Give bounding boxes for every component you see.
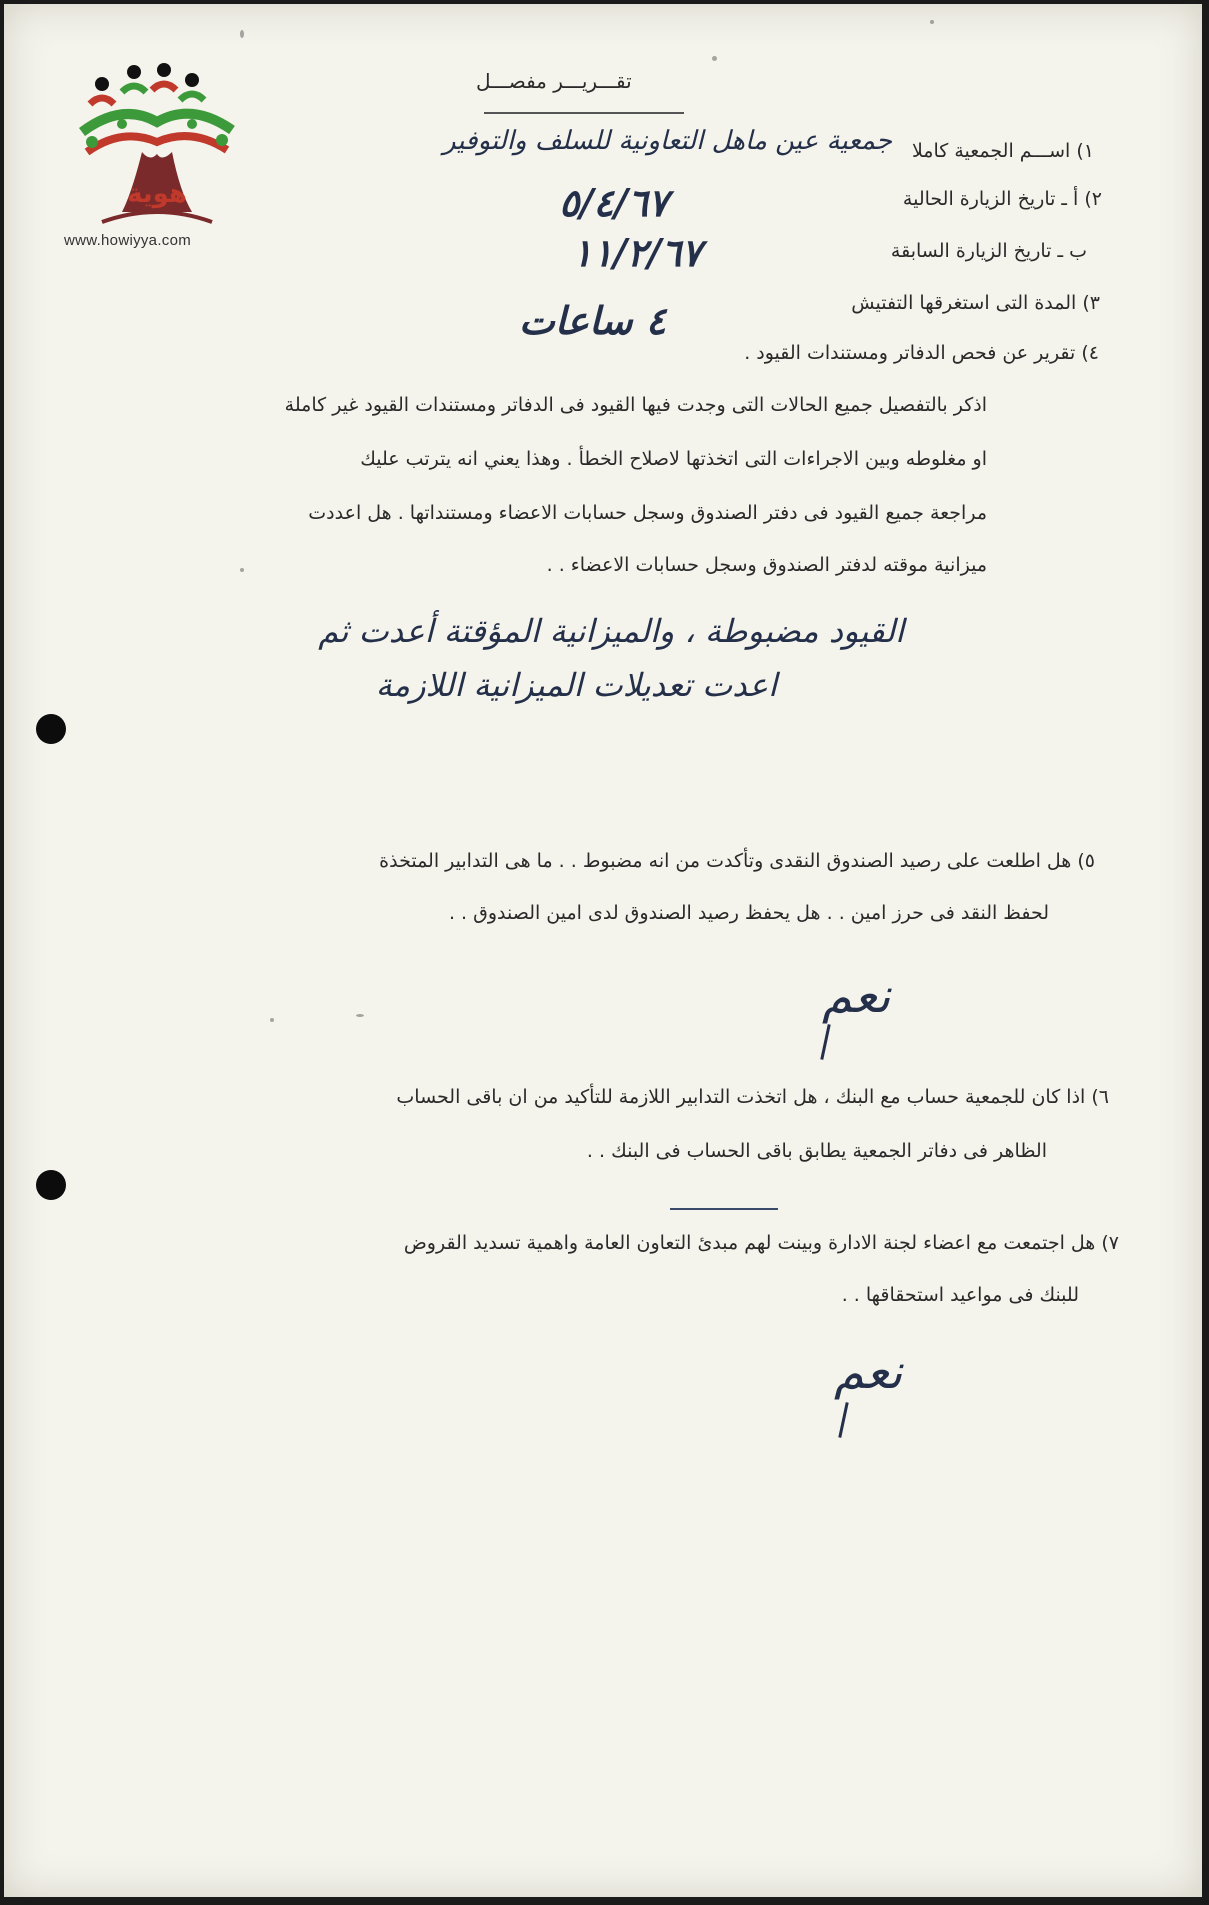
paper-speck bbox=[930, 20, 934, 24]
item4-answer-line: اعدت تعديلات الميزانية اللازمة bbox=[375, 666, 777, 704]
item5-text-line: لحفظ النقد فى حرز امين . . هل يحفظ رصيد الصندوق لدى امين الصندوق . . bbox=[448, 902, 1049, 924]
item7-text-line: للبنك فى مواعيد استحقاقها . . bbox=[841, 1284, 1079, 1306]
item1-value: جمعية عين ماهل التعاونية للسلف والتوفير bbox=[442, 126, 892, 156]
item6-text-line: الظاهر فى دفاتر الجمعية يطابق باقى الحساب فى البنك . . bbox=[586, 1140, 1047, 1162]
logo-wordmark: هوية bbox=[127, 179, 187, 209]
document-title: تقـــريـــر مفصـــل bbox=[476, 69, 632, 93]
item5-text-line: ٥) هل اطلعت على رصيد الصندوق النقدى وتأكدت من انه مضبوط . . ما هى التدابير المتخذة bbox=[379, 850, 1095, 872]
item3-value: ٤ ساعات bbox=[519, 298, 667, 343]
paper-speck bbox=[712, 56, 717, 61]
item7-answer: نعم bbox=[834, 1344, 903, 1400]
item7-text-line: ٧) هل اجتمعت مع اعضاء لجنة الادارة وبينت لهم مبدئ التعاون العامة واهمية تسديد القروض bbox=[403, 1232, 1119, 1254]
title-underline bbox=[484, 112, 684, 114]
paper-speck bbox=[240, 30, 244, 38]
answer-stroke bbox=[820, 1024, 830, 1060]
section-separator bbox=[670, 1208, 778, 1210]
logo-url: www.howiyya.com bbox=[64, 232, 192, 249]
item4-label: ٤) تقرير عن فحص الدفاتر ومستندات القيود . bbox=[744, 342, 1099, 364]
paper-speck bbox=[356, 1014, 364, 1017]
punch-hole bbox=[36, 714, 66, 744]
people-icon bbox=[90, 63, 204, 104]
answer-stroke bbox=[838, 1402, 848, 1438]
item2a-label: ٢) أ ـ تاريخ الزيارة الحالية bbox=[902, 188, 1102, 210]
item1-label: ١) اســـم الجمعية كاملا bbox=[911, 140, 1094, 162]
item2b-label: ب ـ تاريخ الزيارة السابقة bbox=[890, 240, 1087, 262]
punch-hole bbox=[36, 1170, 66, 1200]
item3-label: ٣) المدة التى استغرقها التفتيش bbox=[851, 292, 1100, 314]
paper-speck bbox=[270, 1018, 274, 1022]
item5-answer: نعم bbox=[822, 968, 891, 1024]
item4-text-line: او مغلوطه وبين الاجراءات التى اتخذتها لاصلاح الخطأ . وهذا يعني انه يترتب عليك bbox=[360, 448, 987, 470]
item2b-value: ١١/٢/٦٧ bbox=[572, 230, 702, 275]
item6-text-line: ٦) اذا كان للجمعية حساب مع البنك ، هل اتخذت التدابير اللازمة للتأكيد من ان باقى الحساب bbox=[396, 1086, 1109, 1108]
item2a-value: ٥/٤/٦٧ bbox=[559, 180, 669, 225]
document-page bbox=[4, 4, 1202, 1897]
item4-text-line: اذكر بالتفصيل جميع الحالات التى وجدت فيها القيود فى الدفاتر ومستندات القيود غير كاملة bbox=[284, 394, 987, 416]
item4-text-line: مراجعة جميع القيود فى دفتر الصندوق وسجل حسابات الاعضاء ومستنداتها . هل اعددت bbox=[308, 502, 987, 524]
item4-text-line: ميزانية موقته لدفتر الصندوق وسجل حسابات الاعضاء . . bbox=[546, 554, 987, 576]
paper-speck bbox=[240, 568, 244, 572]
item4-answer-line: القيود مضبوطة ، والميزانية المؤقتة أعدت ثم bbox=[318, 612, 904, 650]
tree-canopy-icon bbox=[82, 114, 232, 152]
